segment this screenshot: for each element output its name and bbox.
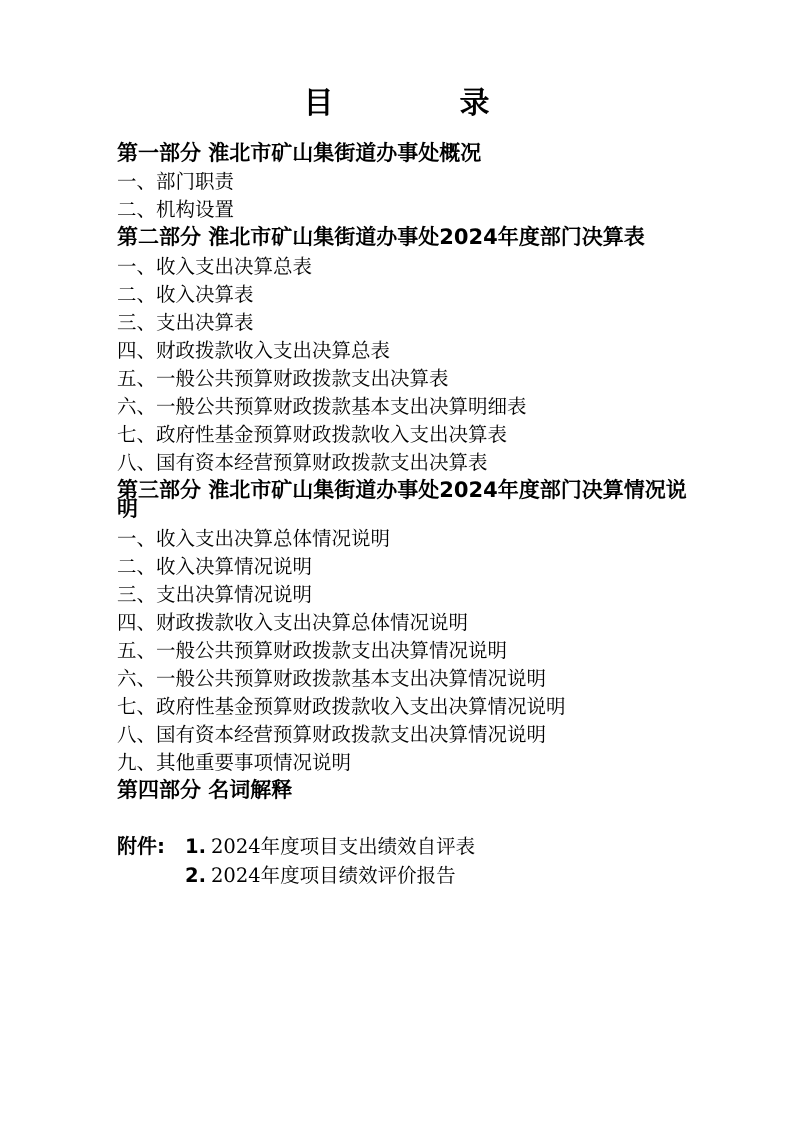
toc-item: 二、收入决算表 (117, 283, 254, 306)
toc-item: 一、收入支出决算总体情况说明 (117, 527, 391, 550)
part-4-heading: 第四部分 名词解释 (117, 778, 293, 802)
toc-item: 九、其他重要事项情况说明 (117, 751, 352, 774)
part-3-heading: 第三部分 淮北市矿山集街道办事处2024年度部门决算情况说明 (117, 478, 687, 521)
attachment-number: 1. (185, 835, 206, 858)
toc-item: 一、部门职责 (117, 170, 235, 193)
attachment-title: 2024年度项目绩效评价报告 (211, 864, 456, 887)
part-2-heading: 第二部分 淮北市矿山集街道办事处2024年度部门决算表 (117, 225, 645, 249)
toc-item: 四、财政拨款收入支出决算总体情况说明 (117, 611, 469, 634)
attachments-list (117, 832, 677, 890)
toc-item: 五、一般公共预算财政拨款支出决算情况说明 (117, 639, 508, 662)
toc-item: 六、一般公共预算财政拨款基本支出决算明细表 (117, 395, 527, 418)
attachment-row (117, 832, 677, 861)
toc-item: 二、收入决算情况说明 (117, 555, 313, 578)
toc-item: 三、支出决算表 (117, 311, 254, 334)
toc-item: 四、财政拨款收入支出决算总表 (117, 339, 391, 362)
toc-item: 八、国有资本经营预算财政拨款支出决算表 (117, 451, 488, 474)
table-of-contents (117, 140, 697, 805)
toc-item: 二、机构设置 (117, 198, 235, 221)
toc-item: 一、收入支出决算总表 (117, 255, 313, 278)
toc-item: 三、支出决算情况说明 (117, 583, 313, 606)
page-title: 目 录 (303, 86, 538, 121)
toc-item: 五、一般公共预算财政拨款支出决算表 (117, 367, 449, 390)
toc-item: 八、国有资本经营预算财政拨款支出决算情况说明 (117, 723, 547, 746)
toc-item: 七、政府性基金预算财政拨款收入支出决算情况说明 (117, 695, 566, 718)
attachment-title: 2024年度项目支出绩效自评表 (211, 835, 476, 858)
toc-item: 六、一般公共预算财政拨款基本支出决算情况说明 (117, 667, 547, 690)
attachments-label: 附件: (117, 834, 165, 858)
attachment-number: 2. (185, 864, 206, 887)
part-1-heading: 第一部分 淮北市矿山集街道办事处概况 (117, 141, 482, 165)
attachment-row (117, 861, 677, 890)
toc-item: 七、政府性基金预算财政拨款收入支出决算表 (117, 423, 508, 446)
